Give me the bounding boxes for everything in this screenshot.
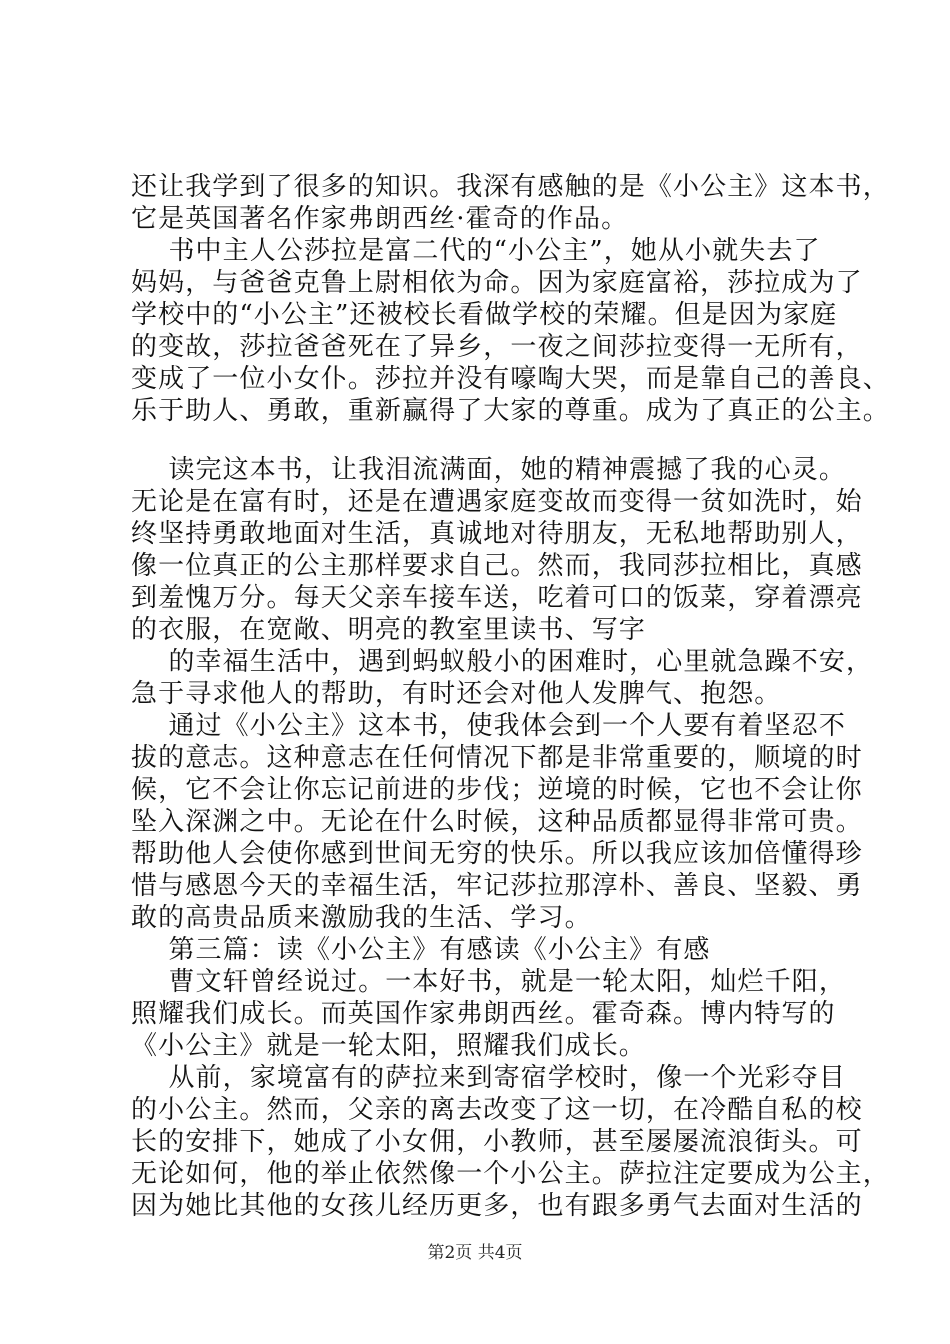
text-line: 的变故，莎拉爸爸死在了异乡，一夜之间莎拉变得一无所有， [131,332,863,362]
text-line: 坠入深渊之中。无论在什么时候，这种品质都显得非常可贵。 [131,807,863,837]
page-number-footer: 第2页 共4页 [427,1243,523,1263]
text-line: 敢的高贵品质来激励我的生活、学习。 [131,903,592,933]
text-line: 的衣服，在宽敞、明亮的教室里读书、写字 [131,615,646,645]
text-line: 曹文轩曾经说过。一本好书，就是一轮太阳，灿烂千阳， [131,967,846,997]
text-line: 书中主人公莎拉是富二代的“小公主”，她从小就失去了 [131,236,821,266]
text-line: 惜与感恩今天的幸福生活，牢记莎拉那淳朴、善良、坚毅、勇 [131,871,863,901]
text-line: 还让我学到了很多的知识。我深有感触的是《小公主》这本书， [131,172,890,202]
text-line: 无论如何，他的举止依然像一个小公主。萨拉注定要成为公主， [131,1159,890,1189]
text-line: 候，它不会让你忘记前进的步伐；逆境的时候，它也不会让你 [131,775,863,805]
text-line: 妈妈，与爸爸克鲁上尉相依为命。因为家庭富裕，莎拉成为了 [131,268,863,298]
text-line: 像一位真正的公主那样要求自己。然而，我同莎拉相比，真感 [131,551,863,581]
text-line: 变成了一位小女仆。莎拉并没有嚎啕大哭，而是靠自己的善良、 [131,364,890,394]
text-line: 急于寻求他人的帮助，有时还会对他人发脾气、抱怨。 [131,679,782,709]
text-line: 照耀我们成长。而英国作家弗朗西丝。霍奇森。博内特写的 [131,999,836,1029]
text-line: 长的安排下，她成了小女佣，小教师，甚至屡屡流浪街头。可 [131,1127,863,1157]
text-line: 《小公主》就是一轮太阳，照耀我们成长。 [131,1031,646,1061]
text-line: 的小公主。然而，父亲的离去改变了这一切，在冷酷自私的校 [131,1095,863,1125]
text-line: 的幸福生活中，遇到蚂蚁般小的困难时，心里就急躁不安， [131,647,874,677]
text-line: 拔的意志。这种意志在任何情况下都是非常重要的，顺境的时 [131,743,863,773]
text-line: 帮助他人会使你感到世间无穷的快乐。所以我应该加倍懂得珍 [131,839,863,869]
text-line: 乐于助人、勇敢，重新赢得了大家的尊重。成为了真正的公主。 [131,396,890,426]
text-line: 因为她比其他的女孩儿经历更多，也有跟多勇气去面对生活的 [131,1191,863,1221]
text-line: 从前，家境富有的萨拉来到寄宿学校时，像一个光彩夺目 [131,1063,846,1093]
text-line: 到羞愧万分。每天父亲车接车送，吃着可口的饭菜，穿着漂亮 [131,583,863,613]
text-line: 无论是在富有时，还是在遭遇家庭变故而变得一贫如洗时，始 [131,487,863,517]
text-line: 读完这本书，让我泪流满面，她的精神震撼了我的心灵。 [131,455,846,485]
text-line: 终坚持勇敢地面对生活，真诚地对待朋友，无私地帮助别人， [131,519,863,549]
section-heading: 第三篇：读《小公主》有感读《小公主》有感 [131,935,711,965]
text-line: 它是英国著名作家弗朗西丝·霍奇的作品。 [131,204,629,234]
text-line: 通过《小公主》这本书，使我体会到一个人要有着坚忍不 [131,711,846,741]
text-line: 学校中的“小公主”还被校长看做学校的荣耀。但是因为家庭 [131,300,838,330]
